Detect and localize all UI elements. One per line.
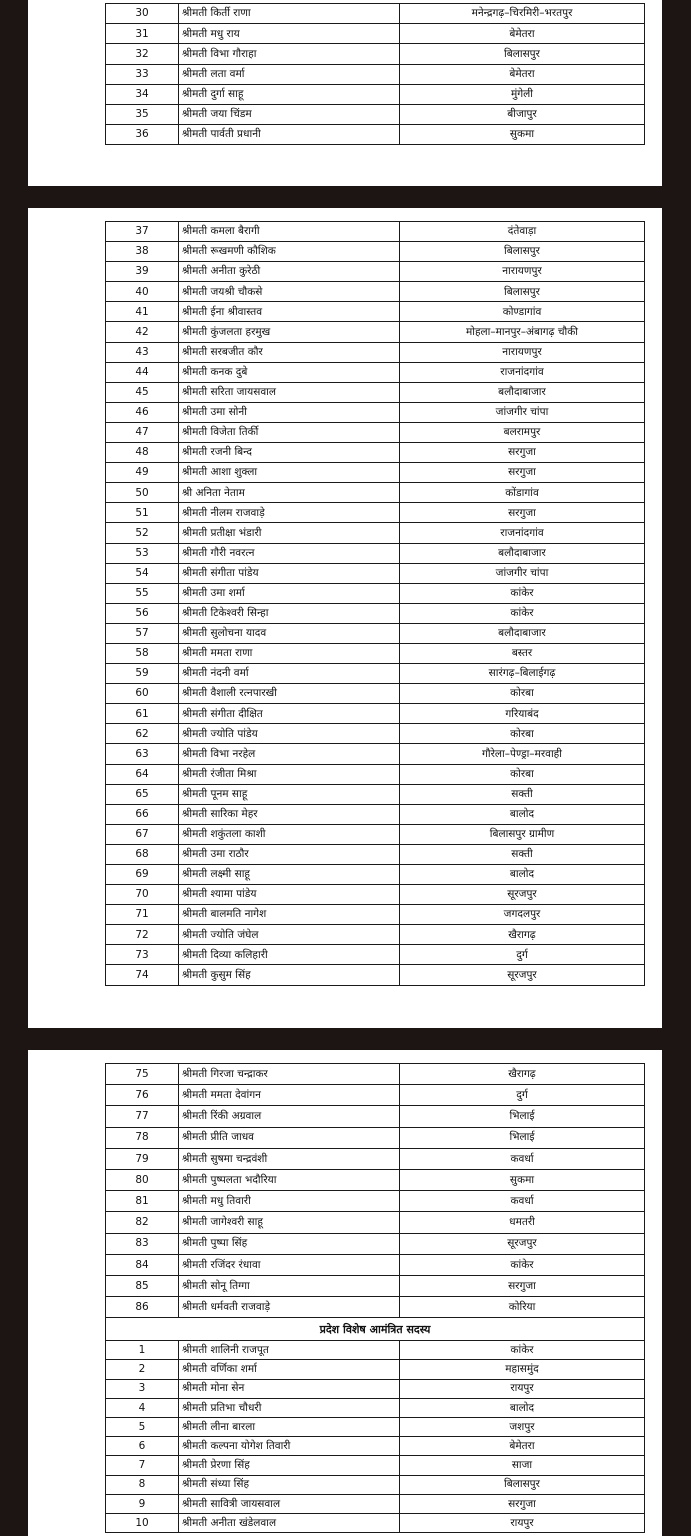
member-name: श्रीमती ईना श्रीवास्तव [179, 302, 400, 322]
table-row [106, 1360, 645, 1379]
serial-number: 9 [106, 1494, 179, 1513]
member-name: श्रीमती मधु राय [179, 24, 400, 44]
member-name: श्रीमती लक्ष्मी साहू [179, 865, 400, 885]
district-name: कोंडागांव [400, 483, 645, 503]
table-row [106, 764, 645, 784]
table-row [106, 1191, 645, 1212]
table-row [106, 443, 645, 463]
table-row [106, 125, 645, 145]
member-name: श्रीमती सरिता जायसवाल [179, 382, 400, 402]
member-name: श्रीमती शकुंतला काशी [179, 824, 400, 844]
serial-number: 1 [106, 1341, 179, 1360]
table-row [106, 1085, 645, 1106]
member-name: श्रीमती विजेता तिर्की [179, 422, 400, 442]
member-name: श्रीमती जयश्री चौकसे [179, 282, 400, 302]
serial-number: 36 [106, 125, 179, 145]
serial-number: 61 [106, 704, 179, 724]
serial-number: 84 [106, 1254, 179, 1275]
serial-number: 30 [106, 4, 179, 24]
serial-number: 53 [106, 543, 179, 563]
serial-number: 40 [106, 282, 179, 302]
district-name: बलौदाबाजार [400, 382, 645, 402]
member-name: श्रीमती सुषमा चन्द्रवंशी [179, 1148, 400, 1169]
serial-number: 32 [106, 44, 179, 64]
member-name: श्रीमती प्रतिभा चौधरी [179, 1398, 400, 1417]
member-name: श्रीमती उमा राठौर [179, 844, 400, 864]
district-name: सूरजपुर [400, 1233, 645, 1254]
serial-number: 52 [106, 523, 179, 543]
serial-number: 82 [106, 1212, 179, 1233]
district-name: कोरबा [400, 764, 645, 784]
district-name: गरियाबंद [400, 704, 645, 724]
serial-number: 80 [106, 1169, 179, 1190]
member-name: श्रीमती सोनू तिग्गा [179, 1275, 400, 1296]
serial-number: 74 [106, 965, 179, 985]
district-name: भिलाई [400, 1106, 645, 1127]
member-name: श्रीमती कनक दुबे [179, 362, 400, 382]
district-name: कवर्धा [400, 1148, 645, 1169]
district-name: मोहला–मानपुर–अंबागढ़ चौकी [400, 322, 645, 342]
member-name: श्रीमती जया चिंडम [179, 104, 400, 124]
district-name: गौरेला–पेण्ड्रा–मरवाही [400, 744, 645, 764]
district-name: रायपुर [400, 1513, 645, 1532]
member-name: श्रीमती पुष्पा सिंह [179, 1233, 400, 1254]
member-name: श्रीमती बालमति नागेश [179, 905, 400, 925]
member-name: श्रीमती लता वर्मा [179, 64, 400, 84]
table-row [106, 784, 645, 804]
district-name: कोरबा [400, 684, 645, 704]
member-name: श्रीमती कल्पना योगेश तिवारी [179, 1437, 400, 1456]
table-row [106, 1341, 645, 1360]
district-name: बेमेतरा [400, 1437, 645, 1456]
district-name: मनेन्द्रगढ़–चिरमिरी–भरतपुर [400, 4, 645, 24]
member-name: श्रीमती अनीता खंडेलवाल [179, 1513, 400, 1532]
district-name: बिलासपुर ग्रामीण [400, 824, 645, 844]
table-row [106, 1233, 645, 1254]
table-row [106, 242, 645, 262]
member-name: श्रीमती दिव्या कलिहारी [179, 945, 400, 965]
serial-number: 70 [106, 885, 179, 905]
serial-number: 85 [106, 1275, 179, 1296]
district-name: कवर्धा [400, 1191, 645, 1212]
table-row [106, 965, 645, 985]
serial-number: 3 [106, 1379, 179, 1398]
district-name: बेमेतरा [400, 64, 645, 84]
table-row [106, 402, 645, 422]
table-row [106, 1418, 645, 1437]
member-name: श्रीमती प्रेरणा सिंह [179, 1456, 400, 1475]
table-row [106, 382, 645, 402]
district-name: मुंगेली [400, 84, 645, 104]
member-name: श्रीमती पुष्पलता भदौरिया [179, 1169, 400, 1190]
table-row [106, 543, 645, 563]
district-name: बलौदाबाजार [400, 543, 645, 563]
serial-number: 41 [106, 302, 179, 322]
member-name: श्रीमती टिकेश्वरी सिन्हा [179, 603, 400, 623]
district-name: सुकमा [400, 1169, 645, 1190]
table-row [106, 844, 645, 864]
serial-number: 35 [106, 104, 179, 124]
table-row [106, 643, 645, 663]
district-name: साजा [400, 1456, 645, 1475]
member-name: श्रीमती प्रीति जाधव [179, 1127, 400, 1148]
member-name: श्रीमती संगीता पांडेय [179, 563, 400, 583]
table-row [106, 603, 645, 623]
district-name: जशपुर [400, 1418, 645, 1437]
district-name: बालोद [400, 1398, 645, 1417]
district-name: कोरिया [400, 1297, 645, 1318]
member-name: श्रीमती वैशाली रत्नपारखी [179, 684, 400, 704]
serial-number: 57 [106, 623, 179, 643]
serial-number: 51 [106, 503, 179, 523]
serial-number: 77 [106, 1106, 179, 1127]
serial-number: 46 [106, 402, 179, 422]
serial-number: 79 [106, 1148, 179, 1169]
section-heading: प्रदेश विशेष आमंत्रित सदस्य [106, 1318, 645, 1341]
member-name: श्री अनिता नेताम [179, 483, 400, 503]
table-row [106, 684, 645, 704]
serial-number: 66 [106, 804, 179, 824]
district-name: सरगुजा [400, 463, 645, 483]
member-name: श्रीमती रूखमणी कौशिक [179, 242, 400, 262]
member-name: श्रीमती प्रतीक्षा भंडारी [179, 523, 400, 543]
serial-number: 67 [106, 824, 179, 844]
table-row [106, 1275, 645, 1296]
district-name: सक्ती [400, 844, 645, 864]
member-name: श्रीमती कुंजलता हरमुख [179, 322, 400, 342]
serial-number: 58 [106, 643, 179, 663]
table-row [106, 1212, 645, 1233]
table-row [106, 302, 645, 322]
table-row [106, 1169, 645, 1190]
table-row [106, 44, 645, 64]
table-row [106, 422, 645, 442]
table-row [106, 24, 645, 44]
member-name: श्रीमती ज्योति जंघेल [179, 925, 400, 945]
document-page-2 [28, 208, 662, 1028]
serial-number: 83 [106, 1233, 179, 1254]
district-name: बलौदाबाजार [400, 623, 645, 643]
serial-number: 48 [106, 443, 179, 463]
district-name: दुर्ग [400, 1085, 645, 1106]
district-name: बीजापुर [400, 104, 645, 124]
table-row [106, 724, 645, 744]
table-row [106, 503, 645, 523]
serial-number: 81 [106, 1191, 179, 1212]
table-row [106, 1494, 645, 1513]
serial-number: 7 [106, 1456, 179, 1475]
serial-number: 5 [106, 1418, 179, 1437]
members-table-page-2 [105, 221, 645, 986]
district-name: भिलाई [400, 1127, 645, 1148]
table-row [106, 824, 645, 844]
district-name: खैरागढ़ [400, 1064, 645, 1085]
members-table-page-1 [105, 3, 645, 145]
member-name: श्रीमती गिरजा चन्द्राकर [179, 1064, 400, 1085]
table-row [106, 1398, 645, 1417]
member-name: श्रीमती सारिका मेहर [179, 804, 400, 824]
table-row [106, 64, 645, 84]
serial-number: 59 [106, 664, 179, 684]
serial-number: 47 [106, 422, 179, 442]
serial-number: 76 [106, 1085, 179, 1106]
district-name: सरगुजा [400, 443, 645, 463]
table-row [106, 4, 645, 24]
member-name: श्रीमती पार्वती प्रधानी [179, 125, 400, 145]
district-name: दुर्ग [400, 945, 645, 965]
serial-number: 2 [106, 1360, 179, 1379]
member-name: श्रीमती जागेश्वरी साहू [179, 1212, 400, 1233]
table-row [106, 222, 645, 242]
member-name: श्रीमती कुसुम सिंह [179, 965, 400, 985]
serial-number: 65 [106, 784, 179, 804]
member-name: श्रीमती ममता देवांगन [179, 1085, 400, 1106]
member-name: श्रीमती शालिनी राजपूत [179, 1341, 400, 1360]
table-row [106, 583, 645, 603]
member-name: श्रीमती किर्ती राणा [179, 4, 400, 24]
serial-number: 33 [106, 64, 179, 84]
table-row [106, 704, 645, 724]
serial-number: 86 [106, 1297, 179, 1318]
district-name: बिलासपुर [400, 44, 645, 64]
member-name: श्रीमती संगीता दीक्षित [179, 704, 400, 724]
serial-number: 49 [106, 463, 179, 483]
member-name: श्रीमती ममता राणा [179, 643, 400, 663]
serial-number: 71 [106, 905, 179, 925]
district-name: धमतरी [400, 1212, 645, 1233]
member-name: श्रीमती सरबजीत कौर [179, 342, 400, 362]
member-name: श्रीमती पूनम साहू [179, 784, 400, 804]
table-row [106, 905, 645, 925]
table-row [106, 322, 645, 342]
member-name: श्रीमती उमा सोनी [179, 402, 400, 422]
serial-number: 64 [106, 764, 179, 784]
serial-number: 8 [106, 1475, 179, 1494]
district-name: बिलासपुर [400, 282, 645, 302]
member-name: श्रीमती मधु तिवारी [179, 1191, 400, 1212]
member-name: श्रीमती ज्योति पांडेय [179, 724, 400, 744]
serial-number: 10 [106, 1513, 179, 1532]
serial-number: 38 [106, 242, 179, 262]
table-row [106, 262, 645, 282]
serial-number: 60 [106, 684, 179, 704]
members-table-page-3 [105, 1063, 645, 1533]
district-name: रायपुर [400, 1379, 645, 1398]
table-row [106, 282, 645, 302]
district-name: बलरामपुर [400, 422, 645, 442]
member-name: श्रीमती धर्मवती राजवाड़े [179, 1297, 400, 1318]
table-row [106, 804, 645, 824]
district-name: सुकमा [400, 125, 645, 145]
serial-number: 68 [106, 844, 179, 864]
member-name: श्रीमती नंदनी वर्मा [179, 664, 400, 684]
serial-number: 69 [106, 865, 179, 885]
district-name: दंतेवाड़ा [400, 222, 645, 242]
district-name: बालोद [400, 865, 645, 885]
district-name: कांकेर [400, 603, 645, 623]
serial-number: 62 [106, 724, 179, 744]
district-name: सूरजपुर [400, 965, 645, 985]
serial-number: 34 [106, 84, 179, 104]
serial-number: 75 [106, 1064, 179, 1085]
member-name: श्रीमती उमा शर्मा [179, 583, 400, 603]
member-name: श्रीमती अनीता कुरेठी [179, 262, 400, 282]
table-row [106, 1475, 645, 1494]
table-row [106, 1148, 645, 1169]
district-name: सक्ती [400, 784, 645, 804]
district-name: बिलासपुर [400, 242, 645, 262]
serial-number: 37 [106, 222, 179, 242]
table-row [106, 945, 645, 965]
member-name: श्रीमती रंजीता मिश्रा [179, 764, 400, 784]
table-row [106, 104, 645, 124]
district-name: बालोद [400, 804, 645, 824]
serial-number: 45 [106, 382, 179, 402]
serial-number: 50 [106, 483, 179, 503]
table-row [106, 1064, 645, 1085]
district-name: कांकेर [400, 583, 645, 603]
serial-number: 63 [106, 744, 179, 764]
district-name: बस्तर [400, 643, 645, 663]
district-name: कांकेर [400, 1254, 645, 1275]
table-row [106, 342, 645, 362]
district-name: सरगुजा [400, 1275, 645, 1296]
member-name: श्रीमती मोना सेन [179, 1379, 400, 1398]
table-row [106, 925, 645, 945]
section-heading-row [106, 1318, 645, 1341]
member-name: श्रीमती सावित्री जायसवाल [179, 1494, 400, 1513]
serial-number: 42 [106, 322, 179, 342]
district-name: राजनांदगांव [400, 362, 645, 382]
district-name: सारंगढ़–बिलाईगढ़ [400, 664, 645, 684]
table-row [106, 1254, 645, 1275]
table-row [106, 1456, 645, 1475]
serial-number: 31 [106, 24, 179, 44]
member-name: श्रीमती वर्णिका शर्मा [179, 1360, 400, 1379]
table-row [106, 885, 645, 905]
table-row [106, 1106, 645, 1127]
serial-number: 43 [106, 342, 179, 362]
table-row [106, 1127, 645, 1148]
member-name: श्रीमती लीना बारला [179, 1418, 400, 1437]
serial-number: 39 [106, 262, 179, 282]
district-name: जांजगीर चांपा [400, 563, 645, 583]
table-row [106, 623, 645, 643]
table-row [106, 744, 645, 764]
table-row [106, 362, 645, 382]
table-row [106, 84, 645, 104]
member-name: श्रीमती रजनी बिन्द [179, 443, 400, 463]
serial-number: 4 [106, 1398, 179, 1417]
member-name: श्रीमती नीलम राजवाड़े [179, 503, 400, 523]
district-name: कांकेर [400, 1341, 645, 1360]
table-row [106, 523, 645, 543]
district-name: महासमुंद [400, 1360, 645, 1379]
member-name: श्रीमती रजिंदर रंधावा [179, 1254, 400, 1275]
serial-number: 78 [106, 1127, 179, 1148]
document-page-3 [28, 1050, 662, 1536]
table-row [106, 463, 645, 483]
member-name: श्रीमती श्यामा पांडेय [179, 885, 400, 905]
table-row [106, 1513, 645, 1532]
member-name: श्रीमती दुर्गा साहू [179, 84, 400, 104]
member-name: श्रीमती गौरी नवरत्न [179, 543, 400, 563]
member-name: श्रीमती कमला बैरागी [179, 222, 400, 242]
district-name: राजनांदगांव [400, 523, 645, 543]
district-name: खैरागढ़ [400, 925, 645, 945]
member-name: श्रीमती विभा गौराहा [179, 44, 400, 64]
district-name: कोण्डागांव [400, 302, 645, 322]
district-name: सूरजपुर [400, 885, 645, 905]
district-name: बेमेतरा [400, 24, 645, 44]
serial-number: 72 [106, 925, 179, 945]
district-name: जगदलपुर [400, 905, 645, 925]
district-name: जांजगीर चांपा [400, 402, 645, 422]
table-row [106, 865, 645, 885]
district-name: कोरबा [400, 724, 645, 744]
member-name: श्रीमती संध्या सिंह [179, 1475, 400, 1494]
table-row [106, 563, 645, 583]
serial-number: 73 [106, 945, 179, 965]
member-name: श्रीमती आशा शुक्ला [179, 463, 400, 483]
district-name: बिलासपुर [400, 1475, 645, 1494]
district-name: सरगुजा [400, 503, 645, 523]
table-row [106, 664, 645, 684]
table-row [106, 1437, 645, 1456]
serial-number: 6 [106, 1437, 179, 1456]
serial-number: 56 [106, 603, 179, 623]
member-name: श्रीमती रिंकी अग्रवाल [179, 1106, 400, 1127]
member-name: श्रीमती विभा नरहेल [179, 744, 400, 764]
table-row [106, 1297, 645, 1318]
district-name: सरगुजा [400, 1494, 645, 1513]
district-name: नारायणपुर [400, 342, 645, 362]
serial-number: 44 [106, 362, 179, 382]
district-name: नारायणपुर [400, 262, 645, 282]
table-row [106, 483, 645, 503]
member-name: श्रीमती सुलोचना यादव [179, 623, 400, 643]
serial-number: 55 [106, 583, 179, 603]
document-page-1 [28, 0, 662, 186]
serial-number: 54 [106, 563, 179, 583]
table-row [106, 1379, 645, 1398]
